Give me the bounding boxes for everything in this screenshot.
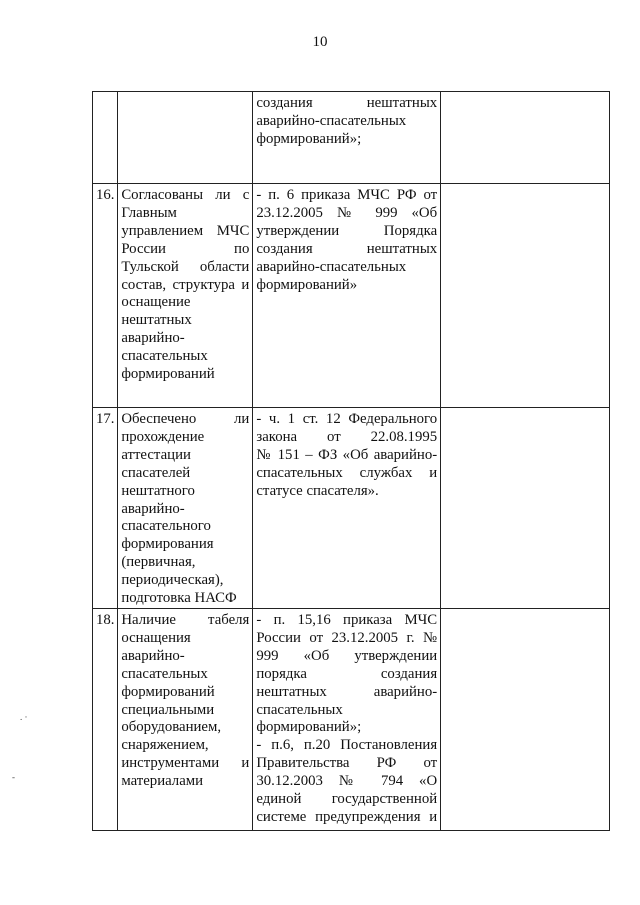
row-number: 16. — [96, 187, 115, 203]
requirement-cell-line: спасательных — [121, 348, 208, 365]
requirement-cell-line: подготовка НАСФ — [121, 590, 237, 607]
table-row — [93, 408, 610, 609]
legal-reference-cell-line: создания нештатных — [256, 240, 438, 257]
table-row — [93, 92, 610, 184]
legal-reference-cell-line: порядка создания — [256, 665, 438, 682]
notes-cell — [441, 184, 610, 408]
requirement-cell-line: аттестации — [121, 446, 191, 463]
requirement-cell-line: инструментами и — [121, 755, 250, 772]
scan-speck: - — [12, 772, 15, 782]
legal-reference-cell-line: создания нештатных — [256, 95, 438, 111]
page-number: 10 — [312, 34, 328, 50]
legal-reference-cell-line: 999 «Об утверждении — [256, 647, 438, 664]
requirement-cell — [118, 408, 253, 609]
requirement-cell-line: аварийно- — [121, 330, 185, 347]
requirement-cell — [118, 92, 253, 184]
requirement-cell-line: управлением МЧС — [121, 222, 250, 239]
table-body — [93, 92, 610, 831]
requirement-cell-line: Тульской области — [121, 258, 250, 275]
notes-cell — [441, 408, 610, 609]
requirement-cell-line: формирования — [121, 536, 214, 553]
legal-reference-cell-line: утверждении Порядка — [256, 222, 438, 239]
requirement-cell-line: спасательного — [121, 518, 211, 535]
legal-reference-cell — [253, 608, 441, 830]
requirement-cell-line: нештатного — [121, 482, 195, 499]
requirement-cell-line: аварийно- — [121, 500, 185, 517]
requirement-cell-line: снаряжением, — [121, 737, 209, 754]
requirement-cell-line: материалами — [121, 773, 204, 790]
legal-reference-cell-line: аварийно-спасательных — [256, 258, 407, 275]
row-number: 17. — [96, 411, 115, 427]
notes-cell — [441, 92, 610, 184]
notes-cell — [441, 608, 610, 830]
requirement-cell-line: России по — [121, 240, 250, 257]
legal-reference-cell-line: формирований» — [256, 276, 358, 293]
row-number-cell — [93, 92, 118, 184]
requirement-cell-line: оснащение — [121, 294, 191, 311]
requirement-cell-line: Главным — [121, 204, 177, 221]
legal-reference-cell-line: спасательных — [256, 701, 343, 718]
legal-reference-cell-line: статусе спасателя». — [256, 482, 379, 499]
requirement-cell — [118, 608, 253, 830]
requirement-cell-line: спасательных — [121, 665, 208, 682]
legal-reference-cell-line: - п. 6 приказа МЧС РФ от — [256, 187, 438, 203]
legal-reference-cell-line: нештатных аварийно- — [256, 683, 438, 700]
requirement-cell-line: аварийно- — [121, 647, 185, 664]
legal-reference-cell-line: - п.6, п.20 Постановления — [256, 737, 438, 754]
table-row — [93, 608, 610, 830]
legal-reference-cell-line: формирований»; — [256, 130, 362, 147]
requirement-cell-line: оборудованием, — [121, 719, 222, 736]
scan-speck: . · — [20, 712, 28, 722]
requirement-cell-line: состав, структура и — [121, 276, 250, 293]
requirement-cell-line: прохождение — [121, 428, 205, 445]
requirement-cell-line: периодическая), — [121, 572, 224, 589]
legal-reference-cell-line: Правительства РФ от — [256, 755, 438, 772]
legal-reference-cell-line: формирований»; — [256, 719, 362, 736]
legal-reference-cell-line: закона от 22.08.1995 — [256, 428, 438, 445]
requirement-cell-line: нештатных — [121, 312, 192, 329]
requirement-cell — [118, 184, 253, 408]
requirement-cell-line: Обеспечено ли — [121, 411, 250, 427]
legal-reference-cell-line: спасательных службах и — [256, 464, 438, 481]
legal-reference-cell-line: аварийно-спасательных — [256, 112, 407, 129]
row-number-cell — [93, 408, 118, 609]
table-row — [93, 184, 610, 408]
requirement-cell-line: Согласованы ли с — [121, 187, 250, 203]
row-number-cell — [93, 184, 118, 408]
row-number-cell — [93, 608, 118, 830]
legal-reference-cell-line: системе предупреждения и — [256, 808, 438, 825]
requirement-cell-line: формирований — [121, 683, 215, 700]
legal-reference-cell — [253, 184, 441, 408]
legal-reference-cell-line: 30.12.2003 № 794 «О — [256, 773, 438, 790]
requirement-cell-line: специальными — [121, 701, 215, 718]
legal-reference-cell-line: - ч. 1 ст. 12 Федерального — [256, 411, 438, 427]
row-number: 18. — [96, 611, 115, 628]
legal-reference-cell-line: № 151 – ФЗ «Об аварийно- — [256, 446, 438, 463]
legal-reference-cell — [253, 408, 441, 609]
requirement-cell-line: формирований — [121, 366, 215, 383]
checklist-table — [92, 91, 610, 831]
requirement-cell-line: спасателей — [121, 464, 191, 481]
legal-reference-cell-line: России от 23.12.2005 г. № — [256, 629, 438, 646]
requirement-cell-line: оснащения — [121, 629, 191, 646]
legal-reference-cell — [253, 92, 441, 184]
legal-reference-cell-line: единой государственной — [256, 791, 438, 808]
legal-reference-cell-line: 23.12.2005 № 999 «Об — [256, 204, 438, 221]
legal-reference-cell-line: - п. 15,16 приказа МЧС — [256, 611, 438, 628]
requirement-cell-line: Наличие табеля — [121, 611, 250, 628]
requirement-cell-line: (первичная, — [121, 554, 196, 571]
